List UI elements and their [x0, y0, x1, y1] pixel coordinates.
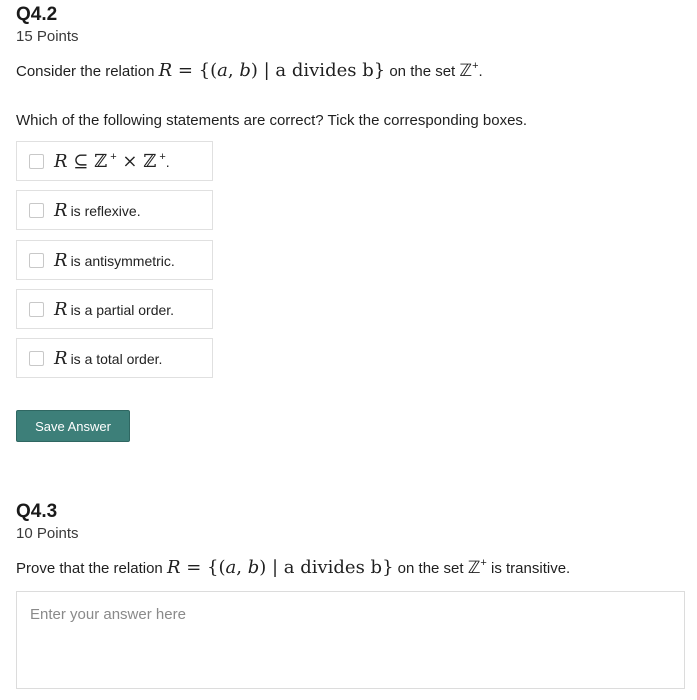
option-label: R is a partial order.	[54, 298, 175, 320]
answer-input[interactable]	[16, 591, 685, 689]
question-prompt: Prove that the relation R = {(a, b) | a divides b} on the set ℤ+ is transitive.	[16, 557, 571, 578]
option-label: R is reflexive.	[54, 199, 141, 221]
question-points: 10 Points	[16, 525, 79, 542]
checkbox[interactable]	[29, 302, 44, 317]
option-label: R is antisymmetric.	[54, 249, 175, 271]
checkbox[interactable]	[29, 203, 44, 218]
checkbox[interactable]	[29, 154, 44, 169]
option-partial-order[interactable]	[16, 289, 213, 329]
option-label: R is a total order.	[54, 347, 163, 369]
question-points: 15 Points	[16, 28, 79, 45]
checkbox[interactable]	[29, 351, 44, 366]
question-title: Q4.3	[16, 501, 58, 522]
question-instruction: Which of the following statements are correct? Tick the corresponding boxes.	[16, 112, 528, 129]
checkbox[interactable]	[29, 253, 44, 268]
save-answer-button[interactable]: Save Answer	[16, 410, 130, 442]
option-subset[interactable]	[16, 141, 213, 181]
option-antisymmetric[interactable]	[16, 240, 213, 280]
option-label: R ⊆ ℤ + × ℤ +.	[54, 150, 170, 172]
option-reflexive[interactable]	[16, 190, 213, 230]
question-title: Q4.2	[16, 4, 58, 25]
question-prompt: Consider the relation R = {(a, b) | a divides b} on the set ℤ+.	[16, 60, 483, 81]
option-total-order[interactable]	[16, 338, 213, 378]
